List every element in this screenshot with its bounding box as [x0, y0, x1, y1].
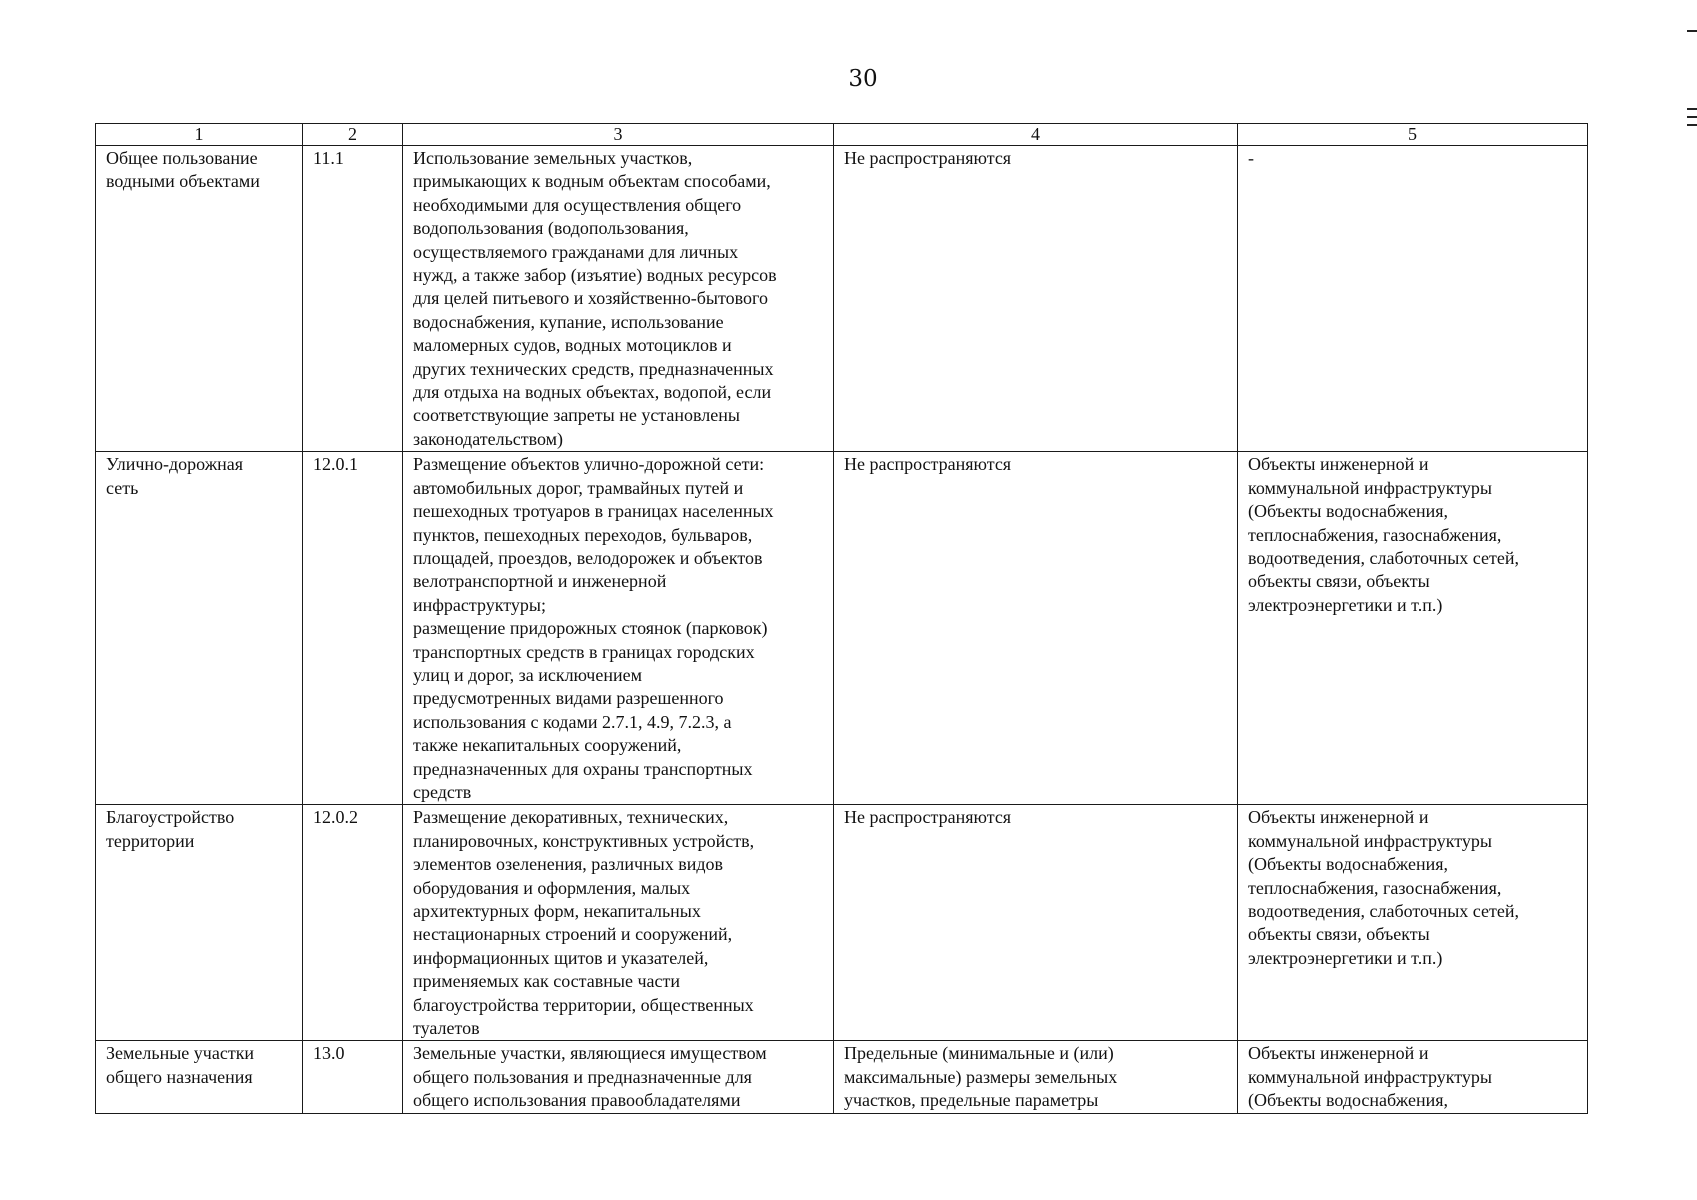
- column-header-1: 1: [96, 124, 303, 146]
- related-objects-cell: Объекты инженерной и коммунальной инфраструктуры (Объекты водоснабжения, теплоснабжения, газоснабжения, водоотведения, слаботочных сетей, объекты связи, объекты электроэнергетики и т.п.): [1238, 805, 1588, 1041]
- use-description-cell: Земельные участки, являющиеся имуществом общего пользования и предназначенные для общего использования правообладателями: [403, 1041, 834, 1114]
- use-code-cell: 13.0: [303, 1041, 403, 1114]
- use-code-cell: 11.1: [303, 146, 403, 452]
- edge-mark-middle-2: [1687, 116, 1697, 118]
- table-row: [96, 452, 1588, 805]
- column-header-2: 2: [303, 124, 403, 146]
- use-description-cell: Размещение декоративных, технических, планировочных, конструктивных устройств, элементов озеленения, различных видов оборудования и оформления, малых архитектурных форм, некапитальных нестационарных строений и сооружений, информационных щитов и указателей, применяемых как составные части благоустройства территории, общественных туалетов: [403, 805, 834, 1041]
- column-header-4: 4: [834, 124, 1238, 146]
- use-description-cell: Размещение объектов улично-дорожной сети: автомобильных дорог, трамвайных путей и пешеходных тротуаров в границах населенных пунктов, пешеходных переходов, бульваров, площадей, проездов, велодорожек и объектов велотранспортной и инженерной инфраструктуры; размещение придорожных стоянок (парковок) транспортных средств в границах городских улиц и дорог, за исключением предусмотренных видами разрешенного использования с кодами 2.7.1, 4.9, 7.2.3, а также некапитальных сооружений, предназначенных для охраны транспортных средств: [403, 452, 834, 805]
- edge-mark-top: [1687, 30, 1697, 32]
- table-row: [96, 805, 1588, 1041]
- use-code-cell: 12.0.1: [303, 452, 403, 805]
- parameters-cell: Не распространяются: [834, 805, 1238, 1041]
- use-code-cell: 12.0.2: [303, 805, 403, 1041]
- edge-mark-middle-1: [1687, 108, 1697, 110]
- table-row: [96, 146, 1588, 452]
- related-objects-cell: Объекты инженерной и коммунальной инфраструктуры (Объекты водоснабжения, теплоснабжения, газоснабжения, водоотведения, слаботочных сетей, объекты связи, объекты электроэнергетики и т.п.): [1238, 452, 1588, 805]
- use-name-cell: Общее пользование водными объектами: [96, 146, 303, 452]
- use-name-cell: Улично-дорожная сеть: [96, 452, 303, 805]
- use-name-cell: Земельные участки общего назначения: [96, 1041, 303, 1114]
- related-objects-cell: Объекты инженерной и коммунальной инфраструктуры (Объекты водоснабжения,: [1238, 1041, 1588, 1114]
- use-description-cell: Использование земельных участков, примыкающих к водным объектам способами, необходимыми для осуществления общего водопользования (водопользования, осуществляемого гражданами для личных нужд, а также забор (изъятие) водных ресурсов для целей питьевого и хозяйственно-бытового водоснабжения, купание, использование маломерных судов, водных мотоциклов и других технических средств, предназначенных для отдыха на водных объектах, водопой, если соответствующие запреты не установлены законодательством): [403, 146, 834, 452]
- column-header-3: 3: [403, 124, 834, 146]
- table-row: [96, 1041, 1588, 1114]
- column-header-5: 5: [1238, 124, 1588, 146]
- page-number: 30: [848, 66, 878, 92]
- related-objects-cell: -: [1238, 146, 1588, 452]
- edge-mark-middle-3: [1687, 124, 1697, 126]
- header-row: [96, 124, 1588, 146]
- parameters-cell: Не распространяются: [834, 146, 1238, 452]
- land-use-table: [95, 123, 1588, 1114]
- parameters-cell: Не распространяются: [834, 452, 1238, 805]
- parameters-cell: Предельные (минимальные и (или) максимальные) размеры земельных участков, предельные параметры: [834, 1041, 1238, 1114]
- use-name-cell: Благоустройство территории: [96, 805, 303, 1041]
